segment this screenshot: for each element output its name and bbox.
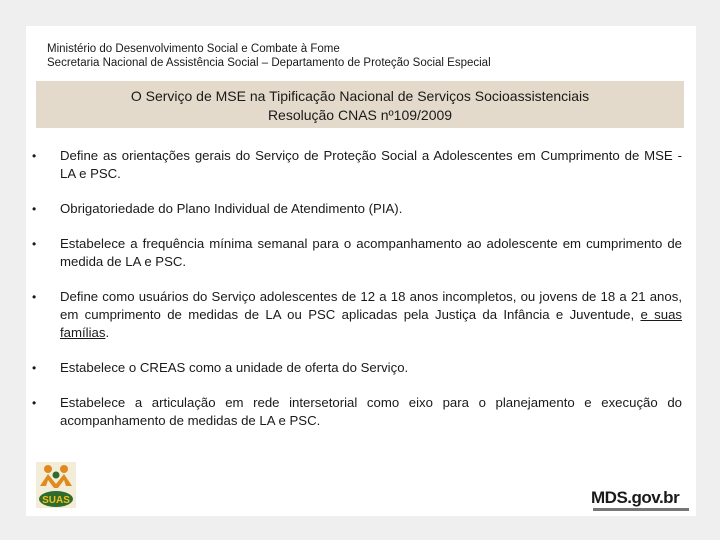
bullet-text: Estabelece a frequência mínima semanal para o acompanhamento ao adolescente em cumprimento de medida de LA e PSC. — [60, 236, 682, 269]
bullet-item — [32, 394, 682, 430]
bullet-dot: • — [32, 237, 37, 251]
ministry-name: Ministério do Desenvolvimento Social e Combate à Fome — [47, 43, 340, 55]
suas-logo — [36, 462, 76, 508]
header — [47, 42, 491, 70]
slide-subtitle: Resolução CNAS nº109/2009 — [267, 107, 453, 123]
bullet-item — [32, 288, 682, 342]
bullet-dot: • — [32, 149, 37, 163]
bullet-text: Define as orientações gerais do Serviço de Proteção Social a Adolescentes em Cumprimento de MSE - LA e PSC. — [60, 148, 682, 181]
bullet-dot: • — [32, 396, 37, 410]
bullet-dot: • — [32, 361, 37, 375]
bullet-item — [32, 200, 682, 218]
bullet-text: Estabelece a articulação em rede intersetorial como eixo para o planejamento e execução do acompanhamento de medidas de LA e PSC. — [60, 395, 682, 428]
bullet-text-part: Define como usuários do Serviço adolescentes de 12 a 18 anos incompletos, ou jovens de 18 a 21 anos, em cumprimento de medidas de LA ou PSC aplicadas pela Justiça da Infância e Juventude, — [60, 289, 682, 322]
title-box — [36, 81, 684, 128]
bullet-item — [32, 359, 682, 377]
bullet-text: Obrigatoriedade do Plano Individual de Atendimento (PIA). — [60, 201, 403, 216]
suas-figure-head — [60, 465, 68, 473]
bullet-text — [60, 289, 682, 340]
secretariat-name: Secretaria Nacional de Assistência Social – Departamento de Proteção Social Especial — [47, 57, 491, 69]
mds-logo-tagline-bar — [593, 508, 689, 511]
suas-figure-head — [44, 465, 52, 473]
slide — [26, 26, 696, 516]
mds-logo — [591, 488, 694, 514]
suas-figure-head — [53, 472, 60, 479]
suas-logo-text: SUAS — [42, 495, 70, 506]
bullet-list — [32, 147, 682, 430]
underlined-text: e suas famílias — [60, 307, 683, 340]
bullet-text: Estabelece o CREAS como a unidade de oferta do Serviço. — [60, 360, 409, 375]
bullet-text-part: . — [105, 325, 110, 340]
mds-logo-text: MDS.gov.br — [591, 488, 680, 507]
suas-logo-graphic — [36, 462, 76, 508]
bullet-item — [32, 235, 682, 271]
bullet-dot: • — [32, 202, 37, 216]
bullet-dot: • — [32, 290, 37, 304]
bullet-item — [32, 147, 682, 183]
slide-title: O Serviço de MSE na Tipificação Nacional de Serviços Socioassistenciais — [130, 88, 590, 104]
